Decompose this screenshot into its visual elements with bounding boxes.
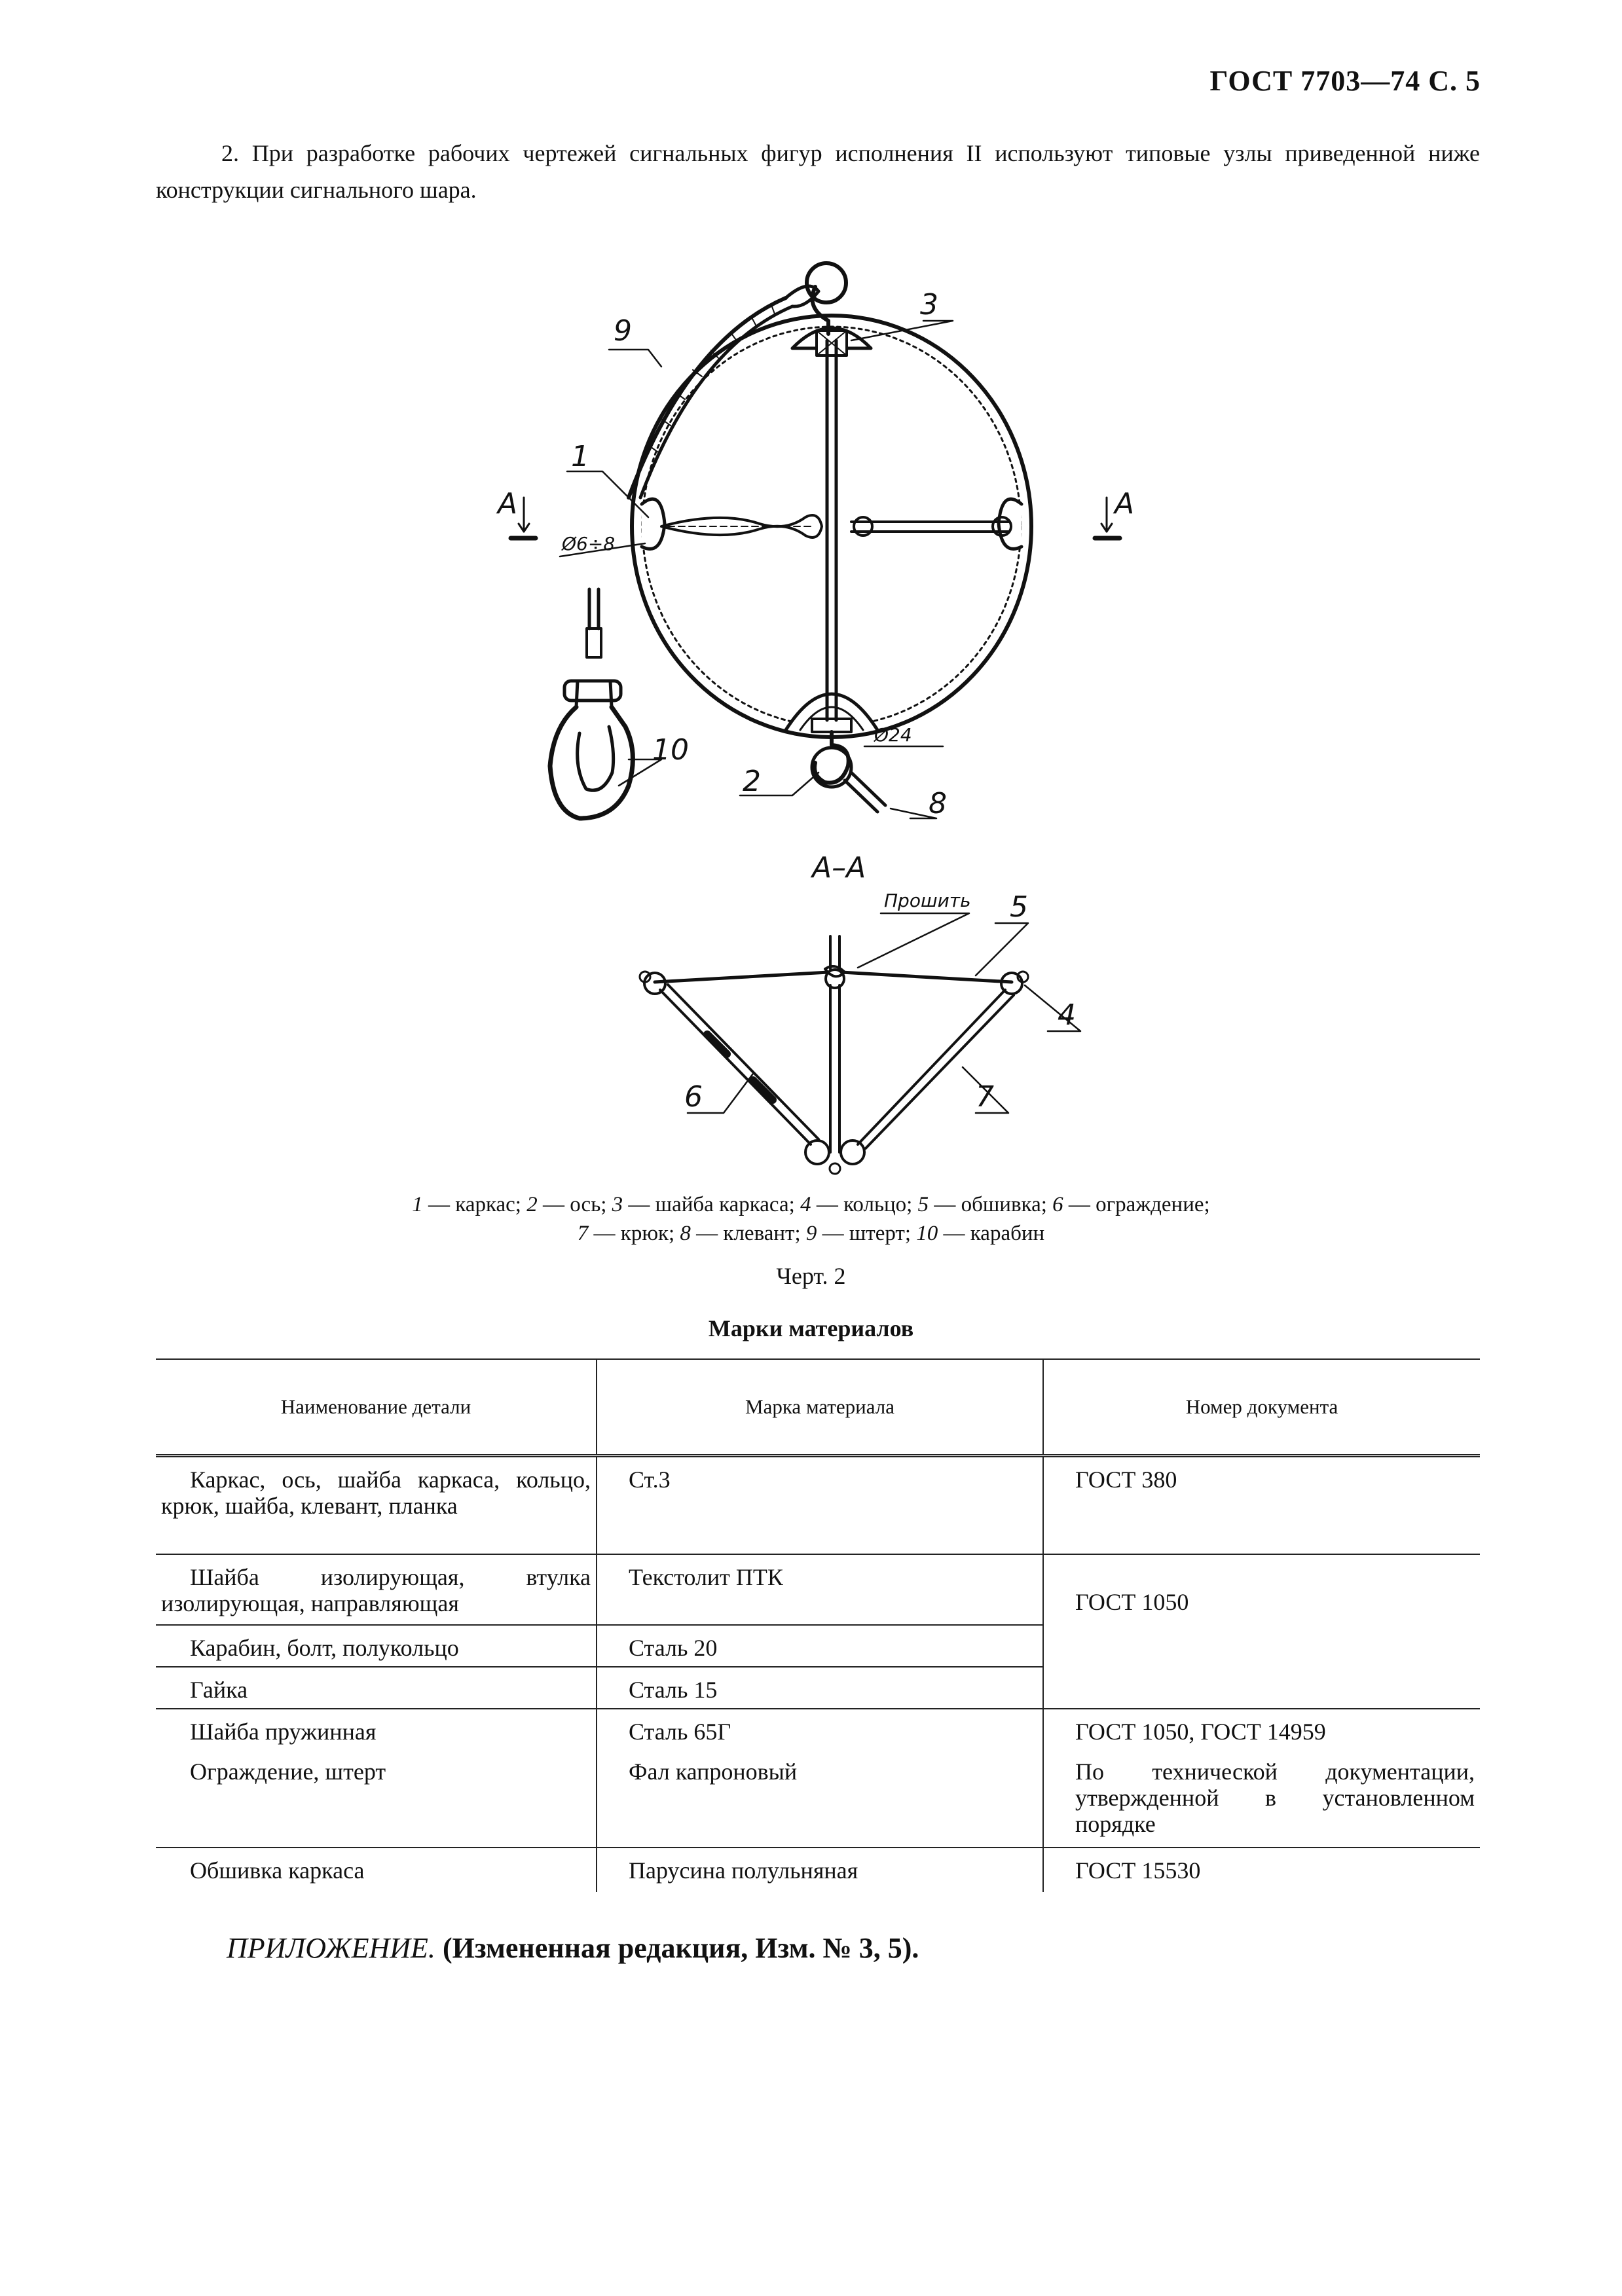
legend-number: 9 xyxy=(805,1222,817,1245)
axis-vertical xyxy=(827,340,836,720)
stitch-note: Прошить xyxy=(884,890,971,911)
shtert-rope xyxy=(629,286,819,498)
frame-washer-bottom xyxy=(786,694,877,732)
table-header-row xyxy=(156,1359,1480,1456)
legend-text: — штерт; xyxy=(817,1222,917,1245)
legend-text: — крюк; xyxy=(588,1222,680,1245)
axis-horizontal-right xyxy=(851,517,1011,536)
legend-number: 2 xyxy=(526,1193,538,1216)
legend-number: 1 xyxy=(412,1193,423,1216)
legend-line-1 xyxy=(0,1190,1622,1219)
appendix-revision: (Измененная редакция, Изм. № 3, 5). xyxy=(442,1932,919,1964)
legend-text: — ограждение; xyxy=(1063,1193,1210,1216)
section-leaders xyxy=(688,913,1080,1113)
label-4: 4 xyxy=(1058,998,1076,1032)
legend-line-2 xyxy=(0,1219,1622,1248)
cell-part: Ограждение, штерт xyxy=(190,1758,386,1785)
cell-document: ГОСТ 380 xyxy=(1043,1456,1480,1554)
legend-text: — шайба каркаса; xyxy=(623,1193,801,1216)
legend-number: 10 xyxy=(916,1222,938,1245)
col-header-document: Номер документа xyxy=(1043,1359,1480,1456)
cell-document: ГОСТ 1050 xyxy=(1043,1554,1480,1709)
cell-material: Сталь 65Г xyxy=(597,1709,1043,1749)
dim-phi6-8: Ø6÷8 xyxy=(562,533,616,555)
legend-number: 8 xyxy=(680,1222,691,1245)
label-2: 2 xyxy=(743,765,761,798)
legend-number: 6 xyxy=(1052,1193,1063,1216)
legend-number: 3 xyxy=(612,1193,623,1216)
legend-text: — кольцо; xyxy=(811,1193,918,1216)
intro-text: 2. При разработке рабочих чертежей сигнальных фигур исполнения II используют типовые узлы приведенной ниже конструкции сигнального шара. xyxy=(156,140,1480,203)
cell-part: Шайба пружинная xyxy=(156,1709,597,1749)
table-title: Марки материалов xyxy=(708,1315,914,1341)
table-row xyxy=(156,1554,1480,1625)
table-row xyxy=(156,1709,1480,1749)
legend-text: — клевант; xyxy=(690,1222,806,1245)
label-10: 10 xyxy=(652,733,689,767)
legend-number: 7 xyxy=(577,1222,589,1245)
cell-part: Обшивка каркаса xyxy=(156,1848,597,1892)
section-title: A–A xyxy=(812,851,866,884)
cell-part: Карабин, болт, полукольцо xyxy=(156,1625,597,1667)
table-row xyxy=(156,1749,1480,1848)
cell-material: Текстолит ПТК xyxy=(597,1554,1043,1625)
cell-document: ГОСТ 1050, ГОСТ 14959 xyxy=(1043,1709,1480,1749)
cell-material: Сталь 20 xyxy=(597,1625,1043,1667)
table-row xyxy=(156,1848,1480,1892)
table-row xyxy=(156,1456,1480,1554)
section-view xyxy=(640,936,1028,1174)
cell-material: Ст.3 xyxy=(597,1456,1043,1554)
rope-left xyxy=(661,515,822,538)
legend-text: — каркас; xyxy=(422,1193,527,1216)
cell-part: Гайка xyxy=(156,1667,597,1709)
materials-table xyxy=(156,1358,1480,1892)
label-5: 5 xyxy=(1010,890,1028,924)
cell-material: Парусина полульняная xyxy=(597,1848,1043,1892)
label-3: 3 xyxy=(920,288,938,321)
section-label-left: A xyxy=(498,487,518,520)
legend-text: — обшивка; xyxy=(929,1193,1053,1216)
figure-legend xyxy=(0,1190,1622,1248)
label-1: 1 xyxy=(571,440,589,473)
legend-text: — ось; xyxy=(537,1193,612,1216)
legend-text: — карабин xyxy=(938,1222,1045,1245)
section-label-right: A xyxy=(1115,487,1135,520)
appendix-label: ПРИЛОЖЕНИЕ. xyxy=(227,1932,435,1964)
frame-washer-top xyxy=(792,328,871,355)
cell-material: Сталь 15 xyxy=(597,1667,1043,1709)
dim-phi24: Ø24 xyxy=(874,724,912,746)
cell-part: Шайба изолирующая, втулка изолирующая, направляющая xyxy=(156,1554,597,1625)
cell-part: Каркас, ось, шайба каркаса, кольцо, крюк, шайба, клевант, планка xyxy=(161,1467,591,1519)
col-header-part: Наименование детали xyxy=(156,1359,597,1456)
cell-document: По технической документации, утвержденной в установленном порядке xyxy=(1043,1749,1480,1848)
label-9: 9 xyxy=(614,314,632,348)
cell-document: ГОСТ 15530 xyxy=(1043,1848,1480,1892)
legend-number: 4 xyxy=(800,1193,811,1216)
page-header: ГОСТ 7703—74 С. 5 xyxy=(1209,65,1481,97)
mount-left xyxy=(642,499,665,549)
appendix-note xyxy=(227,1931,919,1965)
label-6: 6 xyxy=(684,1080,703,1114)
label-7: 7 xyxy=(976,1080,994,1114)
col-header-material: Марка материала xyxy=(597,1359,1043,1456)
figure-caption: Черт. 2 xyxy=(776,1263,846,1289)
label-8: 8 xyxy=(929,787,947,820)
legend-number: 5 xyxy=(917,1193,929,1216)
cell-material: Фал капроновый xyxy=(597,1749,1043,1848)
